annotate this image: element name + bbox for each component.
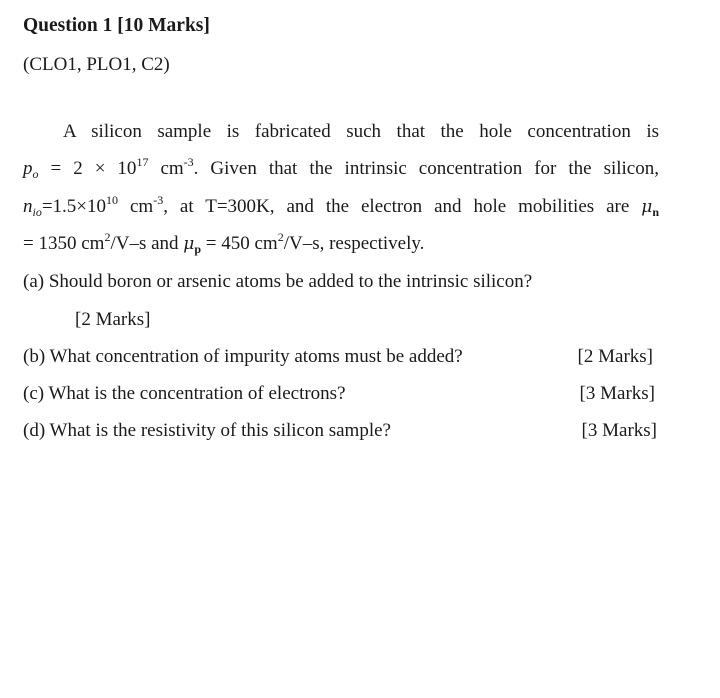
intrinsic-concentration-subscript: io <box>32 205 42 219</box>
part-d-question: (d) What is the resistivity of this silicon sample? <box>23 420 391 441</box>
paragraph-line-4-end: /V–s, respectively. <box>283 233 425 254</box>
electron-mobility-value: = 1350 cm <box>23 233 105 254</box>
hole-concentration-symbol: p <box>23 158 33 179</box>
paragraph-line-3 <box>23 193 659 219</box>
part-b-marks: [2 Marks] <box>577 346 653 367</box>
intrinsic-concentration-value: =1.5×10 <box>41 196 107 217</box>
hole-concentration-unit: cm <box>148 158 184 179</box>
hole-concentration-value: = 2 × 10 <box>38 158 137 179</box>
paragraph-line-2 <box>23 155 659 181</box>
intrinsic-concentration-exponent: 10 <box>106 193 119 207</box>
part-a-question: (a) Should boron or arsenic atoms be added to the intrinsic silicon? <box>23 271 533 292</box>
paragraph-line-1-text: A silicon sample is fabricated such that the hole concentration is <box>63 121 659 142</box>
paragraph-line-3-text: , at T=300K, and the electron and hole mobilities are <box>163 196 642 217</box>
electron-mobility-subscript: n <box>652 205 659 219</box>
part-a-marks: [2 Marks] <box>75 309 151 330</box>
part-b-question: (b) What concentration of impurity atoms must be added? <box>23 346 463 367</box>
hole-mobility-symbol: μ <box>183 234 195 254</box>
hole-mobility-unit-exponent: 2 <box>277 230 284 244</box>
paragraph-line-2-text: . Given that the intrinsic concentration for the silicon, <box>193 158 659 179</box>
paragraph-line-4-and: /V–s and <box>110 233 184 254</box>
hole-mobility-subscript: p <box>194 242 202 256</box>
part-d-marks: [3 Marks] <box>581 420 657 441</box>
hole-concentration-subscript: o <box>32 167 39 181</box>
question-title: Question 1 [10 Marks] <box>23 15 210 36</box>
electron-mobility-symbol: μ <box>641 197 653 217</box>
intrinsic-concentration-unit: cm <box>118 196 154 217</box>
hole-concentration-unit-exponent: -3 <box>183 155 194 169</box>
hole-mobility-value: = 450 cm <box>201 233 278 254</box>
intrinsic-concentration-unit-exponent: -3 <box>153 193 164 207</box>
paragraph-line-4 <box>23 230 659 256</box>
part-c-question: (c) What is the concentration of electrons? <box>23 383 346 404</box>
clo-reference: (CLO1, PLO1, C2) <box>23 54 170 75</box>
intrinsic-concentration-symbol: n <box>23 196 33 217</box>
part-c-marks: [3 Marks] <box>579 383 655 404</box>
hole-concentration-exponent: 17 <box>136 155 149 169</box>
electron-mobility-unit-exponent: 2 <box>104 230 111 244</box>
paragraph-line-1 <box>23 121 659 143</box>
